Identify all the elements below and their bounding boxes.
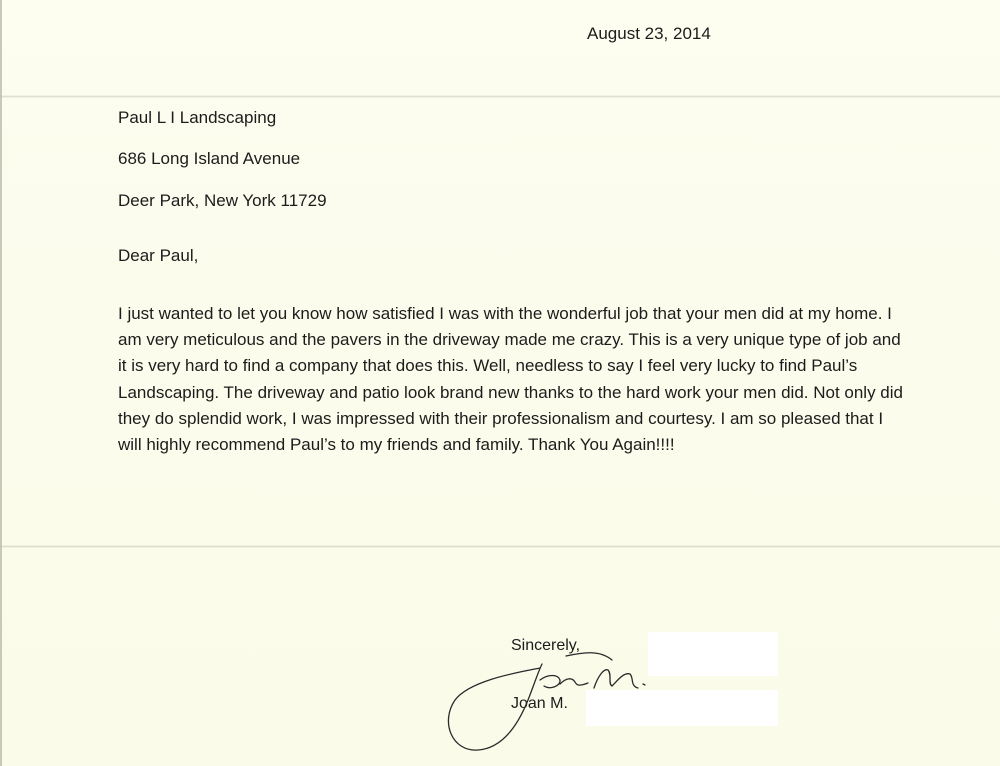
fold-line-bottom bbox=[0, 545, 1000, 548]
fold-line-top bbox=[0, 95, 1000, 98]
signer-name: Joan M. bbox=[511, 695, 568, 712]
letter-body: I just wanted to let you know how satisfied I was with the wonderful job that your men did at my home. I am very meticulous and the pavers in the driveway made me crazy. This is a very unique type of job and it is very hard to find a company that does this. Well, needless to say I feel very lucky to find Paul’s Landscaping. The driveway and patio look brand new thanks to the hard work your men did. Not only did they do splendid work, I was impressed with their professionalism and courtesy. I am so pleased that I will highly recommend Paul’s to my friends and family. Thank You Again!!!! bbox=[118, 304, 903, 455]
letter-date: August 23, 2014 bbox=[587, 24, 711, 43]
salutation: Dear Paul, bbox=[118, 246, 199, 265]
redaction-box bbox=[648, 632, 778, 676]
recipient-street: 686 Long Island Avenue bbox=[118, 149, 301, 168]
recipient-name: Paul L I Landscaping bbox=[118, 108, 277, 127]
closing: Sincerely, bbox=[511, 637, 581, 654]
paper-edge bbox=[0, 0, 2, 766]
redaction-box-lower bbox=[586, 690, 778, 726]
recipient-city-state-zip: Deer Park, New York 11729 bbox=[118, 191, 327, 210]
